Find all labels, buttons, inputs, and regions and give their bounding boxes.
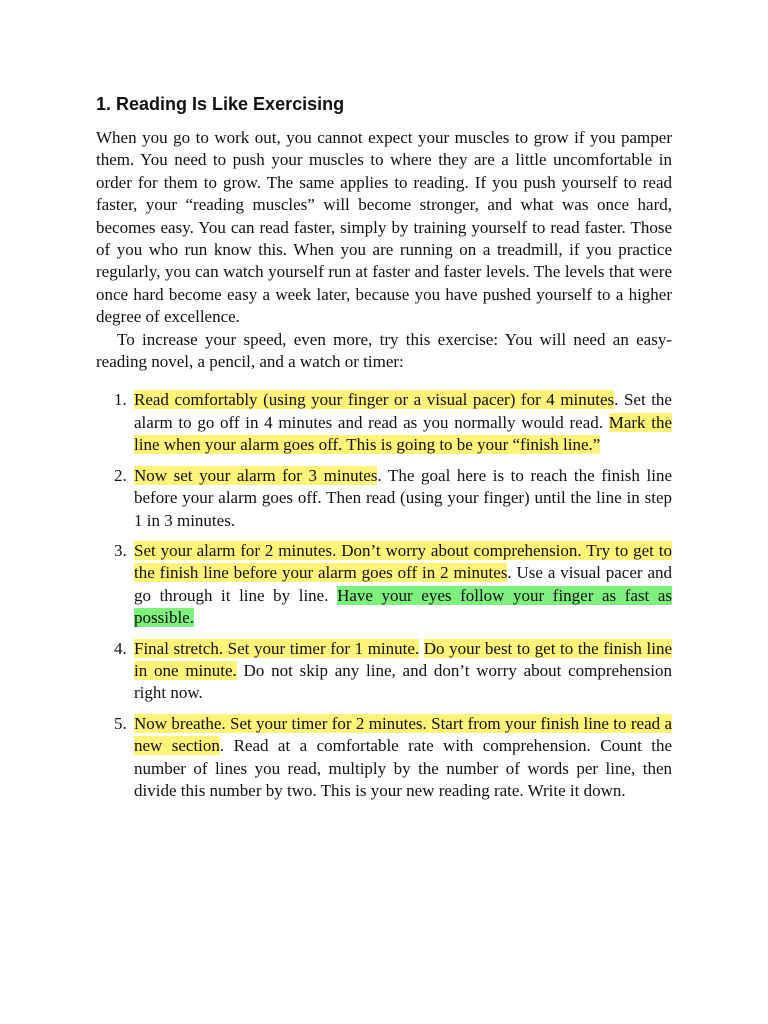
highlighted-text: Mark the line when your alarm goes off. This is going to be your “finish line.”	[134, 412, 672, 455]
exercise-steps-list	[96, 389, 672, 802]
highlighted-text: Do your best to get to the finish line in one minute.	[134, 638, 673, 680]
step-item	[96, 713, 672, 803]
step-number: 3.	[114, 540, 127, 560]
document-page	[96, 91, 672, 810]
step-item	[96, 540, 672, 630]
step-item	[96, 389, 672, 456]
step-number: 5.	[114, 713, 127, 733]
step-text: . The goal here is to reach the finish line before your alarm goes off. Then read (using your finger) until the line in step 1 in 3 minutes.	[134, 465, 672, 530]
intro-paragraph: When you go to work out, you cannot expect your muscles to grow if you pamper them. You need to push your muscles to where they are a little uncomfortable in order for them to grow. The same applies to reading. If you push yourself to read faster, your “reading muscles” will become stronger, and what was once hard, becomes easy. You can read faster, simply by training yourself to read faster. Those of you who run know this. When you are running on a treadmill, if you practice regularly, you can watch yourself run at faster and faster levels. The levels that were once hard become easy a week later, because you have pushed yourself to a higher degree of excellence.	[96, 128, 672, 327]
green-highlighted-text: Have your eyes follow your finger as fast as possible.	[134, 585, 672, 628]
step-number: 4.	[114, 638, 127, 658]
step-text: . Use a visual pacer and go through it line by line.	[134, 563, 672, 605]
step-number: 2.	[114, 465, 127, 485]
step-text: . Read at a comfortable rate with comprehension. Count the number of lines you read, multiply by the number of words per line, then divide this number by two. This is your new reading rate. Write it down.	[134, 736, 672, 800]
section-heading: 1. Reading Is Like Exercising	[96, 94, 345, 114]
step-text: . Set the alarm to go off in 4 minutes and read as you normally would read.	[134, 390, 672, 432]
step-item	[96, 638, 672, 705]
exercise-intro-paragraph: To increase your speed, even more, try this exercise: You will need an easy-reading novel, a pencil, and a watch or timer:	[96, 329, 672, 372]
highlighted-text: Now set your alarm for 3 minutes	[134, 465, 378, 485]
step-text: Do not skip any line, and don’t worry about comprehension right now.	[134, 660, 672, 703]
highlighted-text: Read comfortably (using your finger or a visual pacer) for 4 minutes	[134, 390, 615, 410]
highlighted-text: Now breathe. Set your timer for 2 minutes. Start from your finish line to read a new section	[134, 713, 672, 756]
highlighted-text: Final stretch. Set your timer for 1 minute.	[134, 638, 420, 658]
step-item	[96, 465, 672, 532]
highlighted-text: Set your alarm for 2 minutes. Don’t worry about comprehension. Try to get to the finish line before your alarm goes off in 2 minutes	[134, 540, 672, 583]
step-number: 1.	[114, 390, 127, 410]
